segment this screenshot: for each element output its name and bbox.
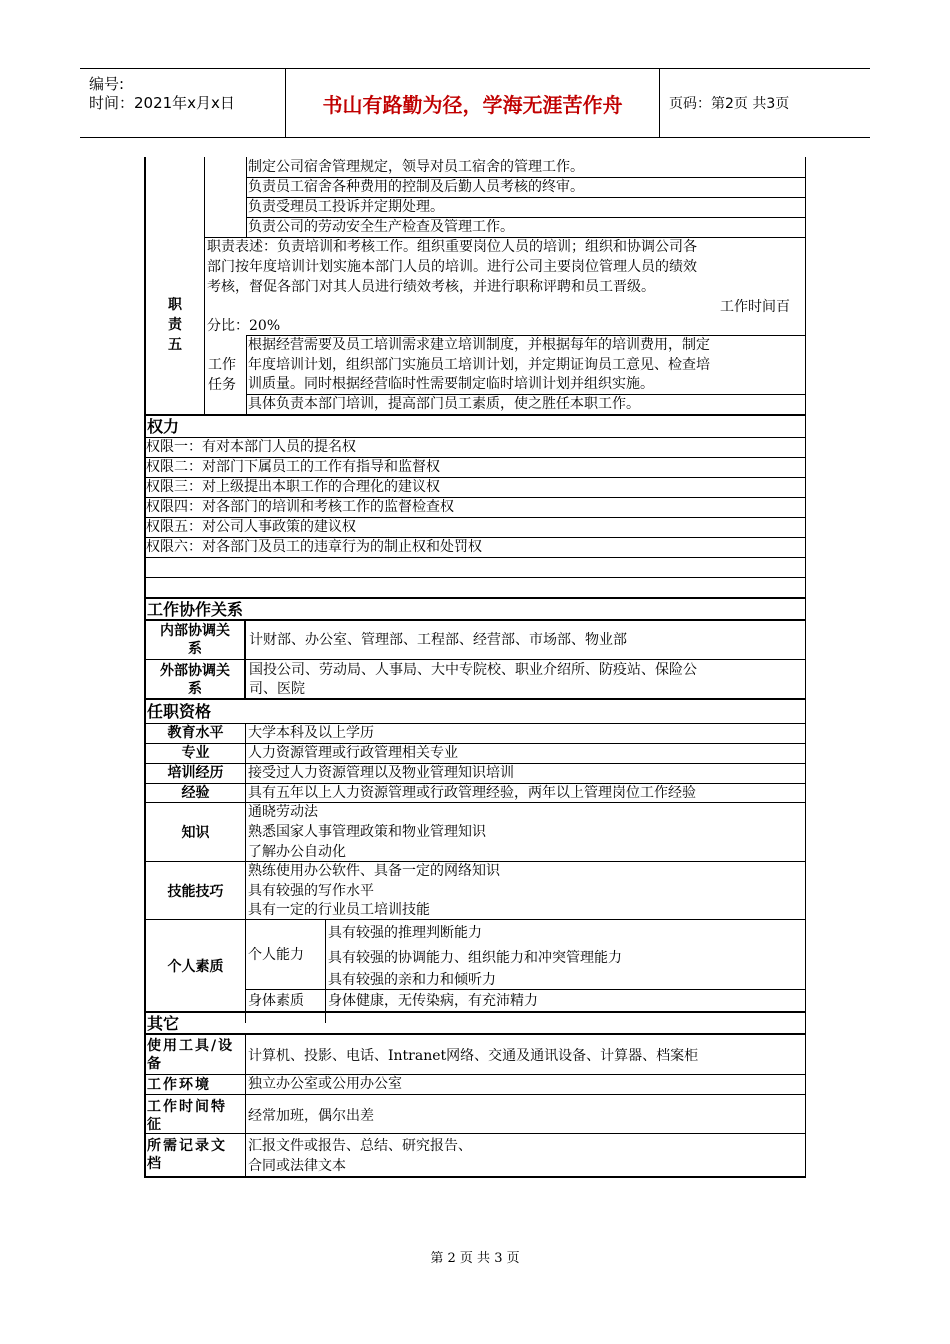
personal-ability-item: 具有较强的协调能力、组织能力和冲突管理能力 <box>328 950 622 966</box>
personal-ability-label: 个人能力 <box>248 947 304 963</box>
skills-item: 熟练使用办公软件、具备一定的网络知识 <box>248 863 500 879</box>
internal-relations-label: 内部协调关 系 <box>160 623 230 657</box>
document-time: 时间：2021年x月x日 <box>89 94 235 112</box>
duty-five-label: 职 责 五 <box>168 297 182 353</box>
authority-item: 权限六：对各部门及员工的违章行为的制止权和处罚权 <box>146 539 482 555</box>
records-value: 合同或法律文本 <box>248 1158 346 1174</box>
physical-value: 身体健康，无传染病，有充沛精力 <box>328 993 538 1009</box>
work-task-line: 年度培训计划，组织部门实施员工培训计划，并定期证询员工意见、检查培 <box>248 357 710 373</box>
job-description-table <box>144 157 806 1178</box>
work-time-label: 工作时间特 征 <box>147 1099 227 1133</box>
header-page-info: 页码：第2页 共3页 <box>669 96 790 112</box>
duty-four-item: 制定公司宿舍管理规定，领导对员工宿舍的管理工作。 <box>248 159 584 175</box>
major-value: 人力资源管理或行政管理相关专业 <box>248 745 458 761</box>
duty-four-item: 负责员工宿舍各种费用的控制及后勤人员考核的终审。 <box>248 179 584 195</box>
skills-label: 技能技巧 <box>167 884 224 900</box>
page-header <box>80 68 870 138</box>
external-relations-value: 国投公司、劳动局、人事局、大中专院校、职业介绍所、防疫站、保险公 <box>249 662 697 678</box>
tools-label: 使用工具/设 备 <box>147 1038 235 1072</box>
duty-four-item: 负责公司的劳动安全生产检查及管理工作。 <box>248 219 514 235</box>
work-task-line: 根据经营需要及员工培训需求建立培训制度，并根据每年的培训费用，制定 <box>248 337 710 353</box>
training-value: 接受过人力资源管理以及物业管理知识培训 <box>248 765 514 781</box>
duty-five-description: 职责表述：负责培训和考核工作。组织重要岗位人员的培训；组织和协调公司各 <box>207 239 697 255</box>
others-title: 其它 <box>147 1014 180 1033</box>
header-meta <box>80 69 285 137</box>
personal-ability-item: 具有较强的推理判断能力 <box>328 925 482 941</box>
records-label: 所需记录文 档 <box>147 1138 227 1172</box>
work-task-label: 工作 任务 <box>208 357 236 393</box>
training-label: 培训经历 <box>167 765 224 781</box>
authority-item: 权限一：有对本部门人员的提名权 <box>146 439 356 455</box>
duty-five-percent: 分比：20% <box>207 318 281 334</box>
environment-label: 工作环境 <box>147 1077 211 1093</box>
skills-item: 具有较强的写作水平 <box>248 883 374 899</box>
work-task-line: 具体负责本部门培训，提高部门员工素质，使之胜任本职工作。 <box>248 396 640 412</box>
major-label: 专业 <box>181 745 210 761</box>
environment-value: 独立办公室或公用办公室 <box>248 1076 402 1092</box>
relations-title: 工作协作关系 <box>147 600 244 619</box>
external-relations-label: 外部协调关 系 <box>160 663 230 697</box>
authority-item: 权限五：对公司人事政策的建议权 <box>146 519 356 535</box>
physical-label: 身体素质 <box>248 993 304 1009</box>
skills-item: 具有一定的行业员工培训技能 <box>248 902 430 918</box>
header-motto: 书山有路勤为径，学海无涯苦作舟 <box>285 69 660 137</box>
education-label: 教育水平 <box>167 725 224 741</box>
authority-title: 权力 <box>147 417 180 436</box>
tools-value: 计算机、投影、电话、Intranet网络、交通及通讯设备、计算器、档案柜 <box>248 1048 699 1064</box>
experience-value: 具有五年以上人力资源管理或行政管理经验，两年以上管理岗位工作经验 <box>248 785 696 801</box>
knowledge-item: 通晓劳动法 <box>248 804 318 820</box>
duty-five-description: 部门按年度培训计划实施本部门人员的培训。进行公司主要岗位管理人员的绩效 <box>207 259 697 275</box>
page-footer: 第 2 页 共 3 页 <box>430 1251 520 1266</box>
knowledge-item: 熟悉国家人事管理政策和物业管理知识 <box>248 824 486 840</box>
duty-four-item: 负责受理员工投诉并定期处理。 <box>248 199 444 215</box>
qualifications-title: 任职资格 <box>147 702 212 721</box>
records-value: 汇报文件或报告、总结、研究报告、 <box>248 1138 472 1154</box>
authority-item: 权限二：对部门下属员工的工作有指导和监督权 <box>146 459 440 475</box>
document-number-label: 编号: <box>89 75 125 93</box>
education-value: 大学本科及以上学历 <box>248 725 374 741</box>
external-relations-value: 司、医院 <box>249 681 305 697</box>
work-time-value: 经常加班，偶尔出差 <box>248 1108 374 1124</box>
personal-ability-item: 具有较强的亲和力和倾听力 <box>328 972 496 988</box>
personal-quality-label: 个人素质 <box>167 959 224 975</box>
knowledge-label: 知识 <box>181 825 210 841</box>
experience-label: 经验 <box>181 785 210 801</box>
internal-relations-value: 计财部、办公室、管理部、工程部、经营部、市场部、物业部 <box>249 632 627 648</box>
duty-five-percent: 工作时间百 <box>720 299 790 315</box>
authority-item: 权限四：对各部门的培训和考核工作的监督检查权 <box>146 499 454 515</box>
authority-item: 权限三：对上级提出本职工作的合理化的建议权 <box>146 479 440 495</box>
knowledge-item: 了解办公自动化 <box>248 844 346 860</box>
work-task-line: 训质量。同时根据经营临时性需要制定临时培训计划并组织实施。 <box>248 376 654 392</box>
duty-five-description: 考核，督促各部门对其人员进行绩效考核，并进行职称评聘和员工晋级。 <box>207 279 655 295</box>
